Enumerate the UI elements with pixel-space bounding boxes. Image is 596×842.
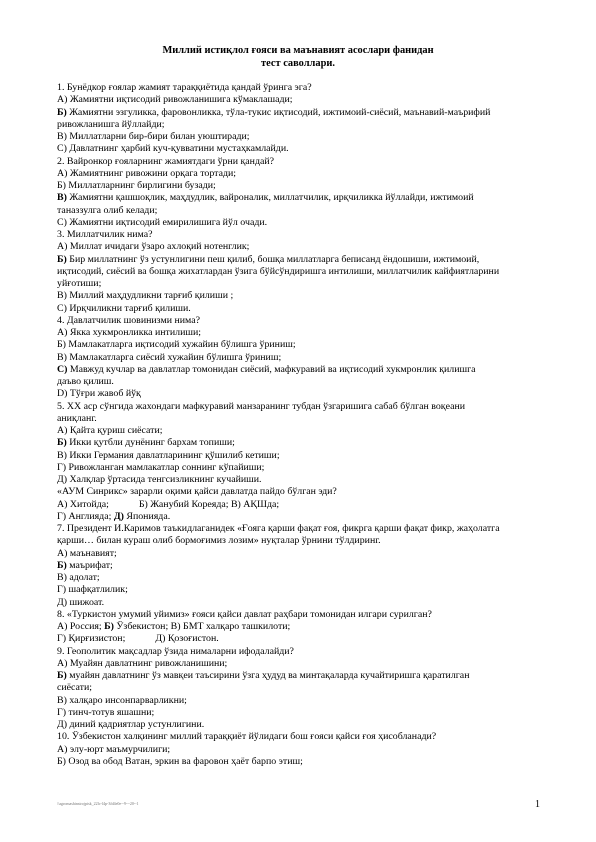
text-line: С) Ирқчиликни тарғиб қилиши. (57, 302, 191, 314)
text-segment: Жамиятни қашшоқлик, маҳдудлик, вайроналик, миллатчилик, ирқчиликка йўллайди, ижтимоий (66, 192, 474, 204)
text-line: Д) Халқлар ўртасида тенгсизликнинг кучайиши. (57, 474, 262, 485)
text-line: Г) шафқатлилик; (57, 584, 128, 596)
correct-answer-label: Б) (57, 437, 67, 449)
correct-answer-label: Д) (113, 510, 124, 522)
text-segment: маърифат; (66, 559, 113, 571)
text-line: 5. ХХ аср сўнгида жахондаги мафкуравий манзаранинг тубдан ўзгаришига сабаб бўлган воқеани (57, 400, 466, 412)
text-line: даъво қилиш. (57, 376, 114, 387)
text-line: уйғотиши; (57, 278, 102, 289)
text-line: А) маънавият; (57, 547, 117, 559)
title-line-2: тест саволлари. (261, 58, 335, 69)
text-line: С) Жамиятни иқтисодий емирилишига йўл очади. (57, 216, 268, 228)
text-line: 4. Давлатчилик шовинизми нима? (57, 314, 200, 326)
text-segment: Г) Қирғизистон; (57, 633, 126, 645)
text-line: ривожланишга йўллайди; (57, 118, 165, 130)
text-line: 3. Миллатчилик нима? (57, 229, 153, 240)
text-line: В) Миллий маҳдудликни тарғиб қилиши ; (57, 290, 234, 302)
text-line: 2. Вайронкор ғояларнинг жамиятдаги ўрни қандай? (57, 155, 275, 167)
text-line: Б) Миллатларнинг бирлигини бузади; (57, 180, 216, 191)
document-title (0, 44, 596, 70)
text-line (57, 437, 539, 449)
text-segment: Икки қутбли дунёнинг бархам топиши; (66, 437, 235, 449)
text-line (57, 107, 539, 119)
text-line: Б) Озод ва обод Ватан, эркин ва фаровон ҳаёт барпо этиш; (57, 755, 303, 767)
text-line: таназзулга олиб келади; (57, 204, 158, 216)
correct-answer-label: Б) (57, 253, 67, 265)
text-line: А) Жамиятнинг ривожини орқага тортади; (57, 167, 237, 179)
correct-answer-label: Б) (57, 559, 67, 571)
text-line: Г) Ривожланган мамлакатлар соннинг кўпайиши; (57, 461, 265, 473)
text-segment: Бир миллатнинг ўз устунлигини пеш қилиб, бошқа миллатларга беписанд ёндошиши, ижтимоий, (66, 253, 480, 265)
test-questions-body (57, 82, 539, 768)
text-line (57, 499, 539, 511)
text-line: 1. Бунёдкор ғоялар жамият тараққиётида қандай ўринга эга? (57, 82, 312, 93)
text-line: 10. Ўзбекистон халқининг миллий тараққиёт йўлидаги бош ғояси қайси ғоя ҳисобланади? (57, 731, 437, 743)
text-line: А) Қайта қуриш сиёсати; (57, 425, 163, 436)
text-line: С) Давлатнинг ҳарбий куч-қувватини мустаҳкамлайди. (57, 143, 289, 155)
page-number: 1 (535, 799, 540, 810)
text-line: D) Тўғри жавоб йўқ (57, 388, 141, 400)
text-line (57, 670, 539, 682)
text-segment: Японияда. (123, 510, 171, 522)
text-segment: Д) Қозоғистон. (155, 633, 219, 645)
text-segment: А) Хитойда; (57, 498, 109, 510)
correct-answer-label: Б) (104, 621, 114, 632)
text-line: Г) тинч-тотув яшашни; (57, 706, 155, 718)
text-line (57, 560, 539, 572)
text-line (57, 254, 539, 266)
text-line (57, 633, 539, 645)
text-segment: Жамиятни эзгуликка, фаровонликка, тўла-тукис иқтисодий, ижтимоий-сиёсий, маънавий-маърифий (66, 106, 491, 118)
text-line: «АУМ Синрикс» зарарли оқими қайси давлатда пайдо бўлган эди? (57, 486, 337, 498)
text-segment: муайян давлатнинг ўз мавқеи таъсирини ўзга ҳудуд ва минтақаларда кучайтиришга қаратилган (66, 670, 470, 681)
text-line (57, 364, 539, 376)
text-line (57, 621, 539, 633)
text-line: 7. Президент И.Каримов таъкидлаганидек «Ғояга қарши фақат ғоя, фикрга қарши фақат фикр, жаҳолатга (57, 523, 500, 534)
text-line: А) Миллат ичидаги ўзаро ахлоқий нотенглик; (57, 241, 250, 253)
text-segment: Б) Жанубий Кореяда; В) АҚШда; (138, 498, 280, 510)
text-line: аниқланг. (57, 412, 97, 424)
text-line: А) Муайян давлатнинг ривожланишини; (57, 657, 228, 669)
correct-answer-label: Б) (57, 106, 67, 118)
text-segment: Ўзбекистон; В) БМТ халқаро ташкилоти; (113, 621, 291, 632)
text-line: 9. Геополитик мақсадлар ўзида нималарни ифодалайди? (57, 645, 294, 657)
text-line: В) Миллатларни бир-бири билан уюштиради; (57, 131, 250, 142)
text-line: А) Якка хукмронликка интилиши; (57, 327, 202, 338)
text-line: Д) шижоат. (57, 596, 105, 608)
title-line-1: Миллий истиқлол ғояси ва маънавият асослари фанидан (162, 45, 434, 56)
text-line: В) Мамлакатларга сиёсий хужайин бўлишга ўриниш; (57, 351, 282, 363)
text-line: иқтисодий, сиёсий ва бошқа жихатлардан ўзига бўйсўндиришга интилиши, миллатчилик кайфиятларини (57, 265, 500, 277)
text-line: В) адолат; (57, 572, 100, 583)
correct-answer-label: С) (57, 363, 68, 375)
text-line: Б) Мамлакатларга иқтисодий хужайин бўлишга ўриниш; (57, 339, 296, 351)
text-line (57, 511, 539, 523)
text-line: сиёсати; (57, 682, 93, 694)
text-line: А) Жамиятни иқтисодий ривожланишига кўмаклашади; (57, 94, 293, 106)
text-segment: Г) Англияда; (57, 510, 114, 522)
text-line: А) элу-юрт маъмурчилиги; (57, 743, 171, 755)
text-segment: Мавжуд кучлар ва давлатлар томонидан сиёсий, мафкуравий ва иқтисодий хукмронлик қилишга (67, 363, 476, 375)
text-line: В) халқаро инсонпарварликни; (57, 694, 187, 706)
text-line (57, 192, 539, 204)
text-line: Д) диний қадриятлар устунлигини. (57, 719, 205, 730)
text-segment: А) Россия; (57, 621, 105, 632)
text-line: қарши… билан кураш олиб бормоғимиз лозим» нуқталар ўрнини тўлдиринг. (57, 535, 381, 547)
text-line: В) Икки Германия давлатларининг қўшилиб кетиши; (57, 449, 280, 461)
footer-file-path: \\agromashinstrojpisk_22lc-l4p-3fd4e0e--9---20--1 (57, 801, 139, 806)
text-line: 8. «Туркистон умумий уйимиз» ғояси қайси давлат раҳбари томонидан илгари сурилган? (57, 608, 432, 620)
correct-answer-label: В) (57, 192, 67, 204)
correct-answer-label: Б) (57, 670, 67, 681)
